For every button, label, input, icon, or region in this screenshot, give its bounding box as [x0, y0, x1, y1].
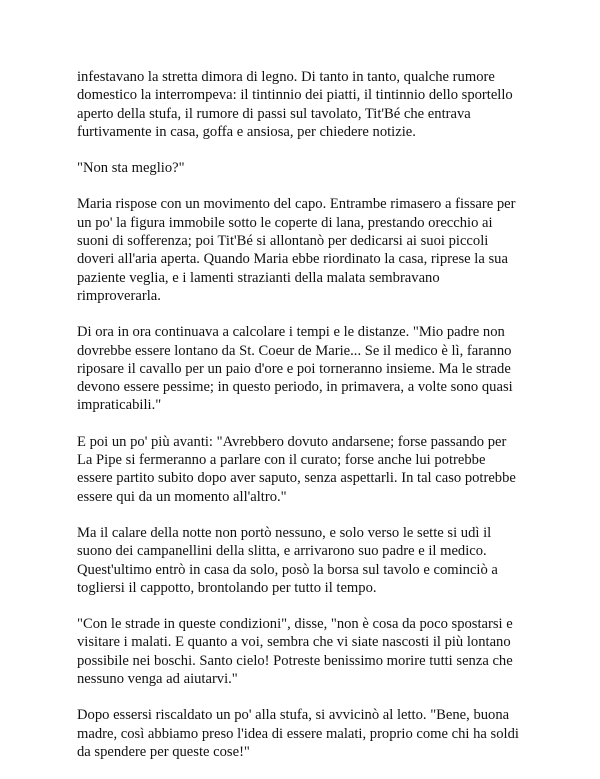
paragraph: E poi un po' più avanti: "Avrebbero dovuto andarsene; forse passando per La Pipe si fermeranno a parlare con il curato; forse anche lui potrebbe essere partito subito dopo aver saputo, senza aspettarli. In tal caso potrebbe essere qui da un momento all'altro.": [77, 433, 516, 505]
paragraph: infestavano la stretta dimora di legno. Di tanto in tanto, qualche rumore domestico la interrompeva: il tintinnio dei piatti, il tintinnio dello sportello aperto della stufa, il rumore di passi sul tavolato, Tit'Bé che entrava furtivamente in casa, goffa e ansiosa, per chiedere notizie.: [77, 69, 513, 140]
paragraph: "Con le strade in queste condizioni", disse, "non è cosa da poco spostarsi e visitare i malati. E quanto a voi, sembra che vi siate nascosti il più lontano possibile nei boschi. Santo cielo! Potreste benissimo morire tutti senza che nessuno venga ad aiutarvi.": [77, 616, 513, 688]
paragraph: Maria rispose con un movimento del capo. Entrambe rimasero a fissare per un po' la figura immobile sotto le coperte di lana, prestando orecchio ai suoni di sofferenza; poi Tit'Bé si allontanò per dedicarsi ai suoi piccoli doveri all'aria aperta. Quando Maria ebbe riordinato la casa, riprese la sua paziente veglia, e i lamenti strazianti della malata sembravano rimproverarla.: [77, 196, 516, 304]
paragraph: Ma il calare della notte non portò nessuno, e solo verso le sette si udì il suono dei campanellini della slitta, e arrivarono suo padre e il medico. Quest'ultimo entrò in casa da solo, posò la borsa sul tavolo e cominciò a togliersi il cappotto, brontolando per tutto il tempo.: [77, 524, 498, 596]
paragraph: "Non sta meglio?": [77, 160, 185, 177]
body-text: [77, 68, 539, 779]
paragraph: Di ora in ora continuava a calcolare i tempi e le distanze. "Mio padre non dovrebbe essere lontano da St. Coeur de Marie... Se il medico è lì, faranno riposare il cavallo per un paio d'ore e poi torneranno insieme. Ma le strade devono essere pessime; in questo periodo, in primavera, a volte sono quasi impraticabili.": [77, 324, 513, 414]
paragraph: Dopo essersi riscaldato un po' alla stufa, si avvicinò al letto. "Bene, buona madre, così abbiamo preso l'idea di essere malati, proprio come chi ha soldi da spendere per queste cose!": [77, 707, 519, 760]
